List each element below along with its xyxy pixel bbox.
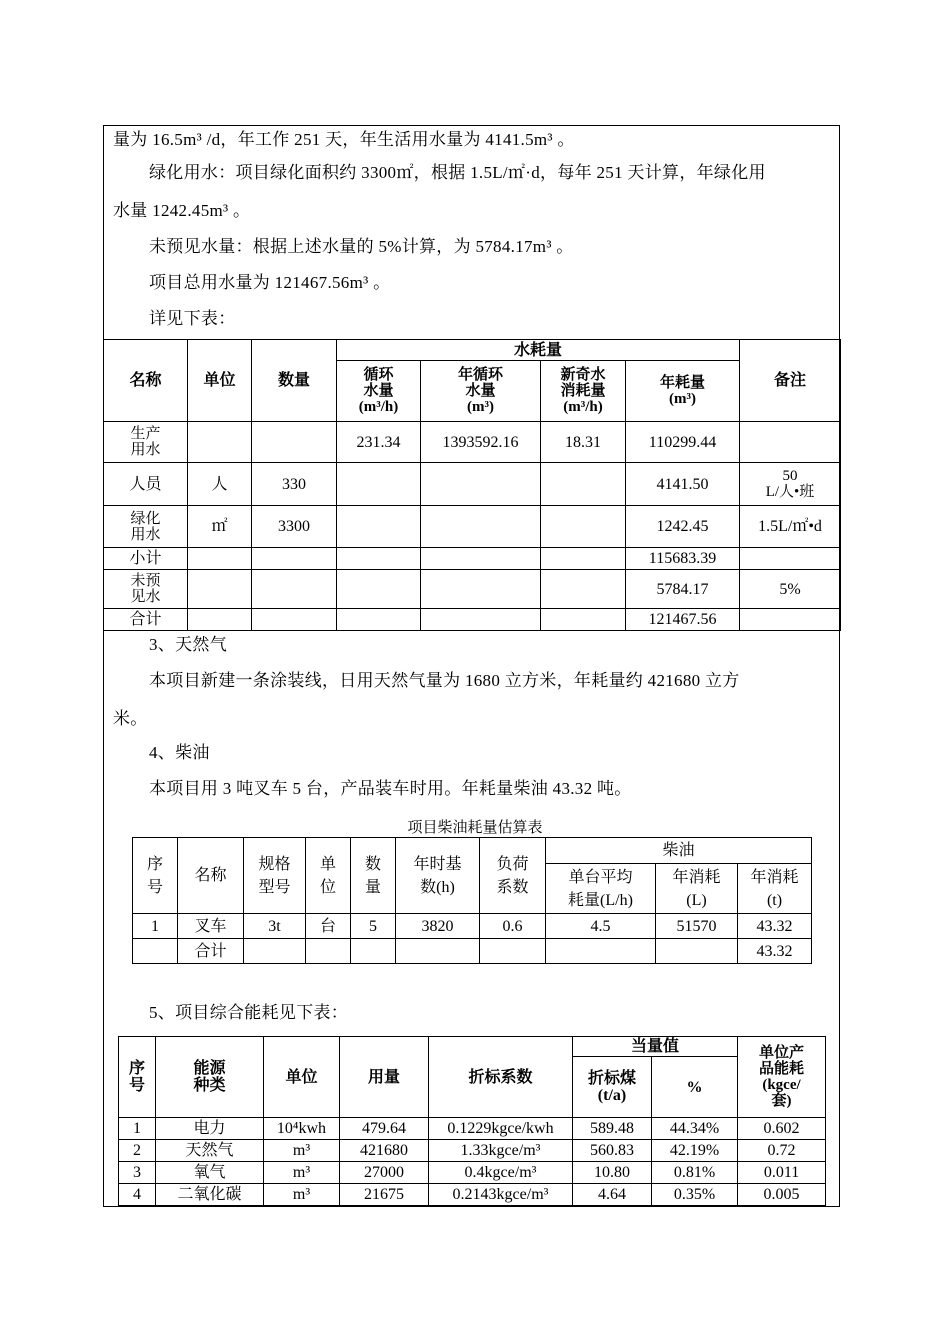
cell-c1 <box>337 548 421 570</box>
cell-coef: 0.2143kgce/m³ <box>429 1184 573 1206</box>
header-unit: 单 位 <box>306 838 351 914</box>
cell-coal: 4.64 <box>573 1184 652 1206</box>
table-row <box>104 609 841 631</box>
paragraph: 未预见水量：根据上述水量的 5%计算，为 5784.17m³ 。 <box>149 237 574 256</box>
cell-c1 <box>337 609 421 631</box>
table-row <box>104 570 841 609</box>
cell-pct: 0.35% <box>652 1184 738 1206</box>
cell-yearly-l: 51570 <box>656 914 738 939</box>
header-qty: 数 量 <box>351 838 396 914</box>
header-source: 能源 种类 <box>156 1037 264 1118</box>
cell-unit: m³ <box>264 1184 340 1206</box>
cell-source: 天然气 <box>156 1140 264 1162</box>
cell-avg: 4.5 <box>546 914 656 939</box>
cell-unit <box>188 570 252 609</box>
cell-qty <box>351 939 396 964</box>
table-row <box>119 1140 826 1162</box>
table-row <box>104 463 841 506</box>
header-load: 负荷 系数 <box>480 838 546 914</box>
cell-qty <box>252 570 337 609</box>
cell-qty <box>252 422 337 463</box>
header-seq: 序 号 <box>133 838 178 914</box>
header-remark: 备注 <box>740 340 841 422</box>
cell-seq: 1 <box>119 1118 156 1140</box>
cell-spec <box>244 939 306 964</box>
header-pct: % <box>652 1057 738 1118</box>
cell-yearly-l <box>656 939 738 964</box>
cell-remark: 5% <box>740 570 841 609</box>
cell-pct: 0.81% <box>652 1162 738 1184</box>
cell-pct: 42.19% <box>652 1140 738 1162</box>
section-heading: 5、项目综合能耗见下表： <box>149 1003 349 1022</box>
cell-c4: 121467.56 <box>626 609 740 631</box>
cell-name: 合计 <box>178 939 244 964</box>
cell-c2: 1393592.16 <box>421 422 541 463</box>
table-row <box>104 548 841 570</box>
cell-usage: 479.64 <box>340 1118 429 1140</box>
header-unit: 单位 <box>264 1037 340 1118</box>
table-row <box>104 506 841 548</box>
header-annual: 年耗量 (m³) <box>626 361 740 422</box>
cell-remark: 1.5L/㎡•d <box>740 506 841 548</box>
cell-coef: 0.4kgce/m³ <box>429 1162 573 1184</box>
cell-qty <box>252 609 337 631</box>
diesel-table-title: 项目柴油耗量估算表 <box>407 820 543 836</box>
cell-seq: 1 <box>133 914 178 939</box>
cell-pct: 44.34% <box>652 1118 738 1140</box>
cell-hours <box>396 939 480 964</box>
diesel-table <box>132 837 812 964</box>
cell-usage: 21675 <box>340 1184 429 1206</box>
cell-name: 小计 <box>104 548 188 570</box>
paragraph: 米。 <box>113 709 148 728</box>
paragraph: 绿化用水：项目绿化面积约 3300㎡，根据 1.5L/㎡·d，每年 251 天计算，年绿化用 <box>149 163 766 182</box>
section-heading: 3、天然气 <box>149 635 227 654</box>
cell-c2 <box>421 570 541 609</box>
cell-yearly-t: 43.32 <box>738 939 812 964</box>
paragraph: 项目总用水量为 121467.56m³ 。 <box>149 273 391 292</box>
table-row <box>104 422 841 463</box>
header-qty: 数量 <box>252 340 337 422</box>
cell-name: 合计 <box>104 609 188 631</box>
header-unit: 单位 <box>188 340 252 422</box>
header-yearly-l: 年消耗 (L) <box>656 864 738 914</box>
cell-usage: 421680 <box>340 1140 429 1162</box>
cell-c3 <box>541 463 626 506</box>
cell-c1 <box>337 570 421 609</box>
cell-unit: m³ <box>264 1140 340 1162</box>
energy-table <box>118 1036 826 1206</box>
cell-seq <box>133 939 178 964</box>
header-name: 名称 <box>104 340 188 422</box>
cell-seq: 2 <box>119 1140 156 1162</box>
cell-coal: 589.48 <box>573 1118 652 1140</box>
header-equiv: 当量值 <box>573 1037 738 1057</box>
cell-name: 叉车 <box>178 914 244 939</box>
table-row <box>133 939 812 964</box>
cell-load <box>480 939 546 964</box>
cell-usage: 27000 <box>340 1162 429 1184</box>
cell-c4: 1242.45 <box>626 506 740 548</box>
cell-unit <box>188 548 252 570</box>
cell-c2 <box>421 463 541 506</box>
cell-unit: m³ <box>264 1162 340 1184</box>
header-avg: 单台平均 耗量(L/h) <box>546 864 656 914</box>
header-coal: 折标煤 (t/a) <box>573 1057 652 1118</box>
header-diesel-group: 柴油 <box>546 838 812 864</box>
cell-qty: 3300 <box>252 506 337 548</box>
header-spec: 规格 型号 <box>244 838 306 914</box>
cell-c1 <box>337 463 421 506</box>
table-row <box>133 914 812 939</box>
cell-remark <box>740 609 841 631</box>
cell-spec: 3t <box>244 914 306 939</box>
cell-yearly-t: 43.32 <box>738 914 812 939</box>
cell-name: 绿化 用水 <box>104 506 188 548</box>
header-yearly-t: 年消耗 (t) <box>738 864 812 914</box>
cell-c1 <box>337 506 421 548</box>
cell-qty: 5 <box>351 914 396 939</box>
cell-c4: 5784.17 <box>626 570 740 609</box>
header-name: 名称 <box>178 838 244 914</box>
cell-c3 <box>541 506 626 548</box>
header-fresh: 新奇水 消耗量 (m³/h) <box>541 361 626 422</box>
paragraph: 水量 1242.45m³ 。 <box>113 201 251 220</box>
cell-qty <box>252 548 337 570</box>
header-hours: 年时基 数(h) <box>396 838 480 914</box>
cell-qty: 330 <box>252 463 337 506</box>
paragraph: 量为 16.5m³ /d，年工作 251 天，年生活用水量为 4141.5m³ 。 <box>113 130 575 149</box>
cell-source: 电力 <box>156 1118 264 1140</box>
cell-name: 生产 用水 <box>104 422 188 463</box>
cell-unit: 人 <box>188 463 252 506</box>
cell-coef: 0.1229kgce/kwh <box>429 1118 573 1140</box>
cell-remark <box>740 422 841 463</box>
paragraph: 本项目用 3 吨叉车 5 台，产品装车时用。年耗量柴油 43.32 吨。 <box>149 779 632 798</box>
section-heading: 4、柴油 <box>149 743 210 762</box>
paragraph: 详见下表： <box>149 309 236 328</box>
header-annual-circ: 年循环 水量 (m³) <box>421 361 541 422</box>
cell-source: 氧气 <box>156 1162 264 1184</box>
cell-remark: 50 L/人•班 <box>740 463 841 506</box>
cell-c2 <box>421 506 541 548</box>
cell-per-unit: 0.72 <box>738 1140 826 1162</box>
cell-coef: 1.33kgce/m³ <box>429 1140 573 1162</box>
cell-per-unit: 0.602 <box>738 1118 826 1140</box>
cell-unit: ㎡ <box>188 506 252 548</box>
cell-c4: 115683.39 <box>626 548 740 570</box>
cell-source: 二氧化碳 <box>156 1184 264 1206</box>
cell-per-unit: 0.011 <box>738 1162 826 1184</box>
cell-c3 <box>541 548 626 570</box>
cell-unit: 台 <box>306 914 351 939</box>
cell-c2 <box>421 548 541 570</box>
cell-c3 <box>541 609 626 631</box>
water-table <box>103 339 841 631</box>
table-row <box>119 1184 826 1206</box>
cell-name: 未预 见水 <box>104 570 188 609</box>
cell-c2 <box>421 609 541 631</box>
cell-c3 <box>541 570 626 609</box>
cell-c3: 18.31 <box>541 422 626 463</box>
table-row <box>119 1162 826 1184</box>
header-water-group: 水耗量 <box>337 340 740 361</box>
header-usage: 用量 <box>340 1037 429 1118</box>
cell-unit: 10⁴kwh <box>264 1118 340 1140</box>
cell-c1: 231.34 <box>337 422 421 463</box>
cell-unit <box>188 422 252 463</box>
cell-coal: 10.80 <box>573 1162 652 1184</box>
header-coef: 折标系数 <box>429 1037 573 1118</box>
cell-load: 0.6 <box>480 914 546 939</box>
cell-coal: 560.83 <box>573 1140 652 1162</box>
cell-unit <box>188 609 252 631</box>
cell-unit <box>306 939 351 964</box>
paragraph: 本项目新建一条涂装线，日用天然气量为 1680 立方米，年耗量约 421680 立方 <box>149 671 740 690</box>
header-circ: 循环 水量 (m³/h) <box>337 361 421 422</box>
cell-remark <box>740 548 841 570</box>
cell-seq: 4 <box>119 1184 156 1206</box>
cell-c4: 110299.44 <box>626 422 740 463</box>
header-per-unit: 单位产 品能耗 (kgce/ 套) <box>738 1037 826 1118</box>
table-row <box>119 1118 826 1140</box>
cell-hours: 3820 <box>396 914 480 939</box>
cell-name: 人员 <box>104 463 188 506</box>
header-seq: 序 号 <box>119 1037 156 1118</box>
cell-c4: 4141.50 <box>626 463 740 506</box>
cell-seq: 3 <box>119 1162 156 1184</box>
cell-avg <box>546 939 656 964</box>
cell-per-unit: 0.005 <box>738 1184 826 1206</box>
